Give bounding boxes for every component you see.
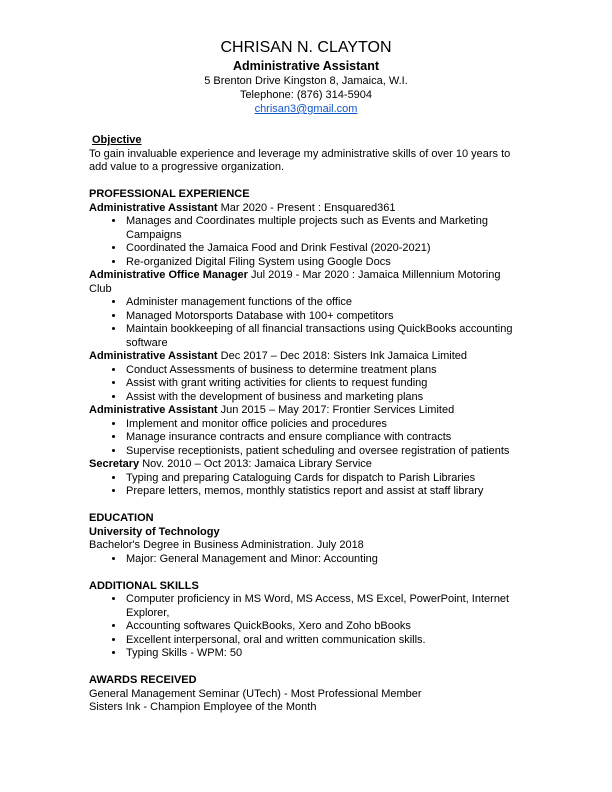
job-entry [89, 202, 519, 270]
resume-body [89, 134, 519, 715]
list-item: • Assist with grant writing activities for clients to request funding [125, 377, 519, 391]
list-item: • Supervise receptionists, patient scheduling and oversee registration of patients [125, 445, 519, 459]
list-item: • Coordinated the Jamaica Food and Drink Festival (2020-2021) [125, 242, 519, 256]
job-entry [89, 404, 519, 458]
list-item: • Major: General Management and Minor: Accounting [125, 553, 519, 567]
job-entry [89, 269, 519, 350]
school-name: University of Technology [89, 525, 220, 538]
skills-bullets [89, 593, 519, 661]
degree: Bachelor's Degree in Business Administration. July 2018 [89, 539, 364, 551]
education-heading: EDUCATION [89, 512, 154, 524]
job-line [89, 350, 519, 364]
list-item: • Maintain bookkeeping of all financial transactions using QuickBooks accounting software [125, 323, 519, 350]
job-line [89, 202, 519, 216]
objective-text: To gain invaluable experience and leverage my administrative skills of over 10 years to add value to a progressive organization. [89, 147, 511, 173]
list-item: • Manages and Coordinates multiple projects such as Events and Marketing Campaigns [125, 215, 519, 242]
job-line [89, 269, 519, 296]
job-list [89, 202, 519, 499]
job-bullets [89, 364, 519, 405]
education-bullets [89, 553, 519, 567]
candidate-title: Administrative Assistant [232, 59, 380, 73]
award-item: General Management Seminar (UTech) - Most Professional Member [89, 687, 422, 700]
job-details: Nov. 2010 – Oct 2013: Jamaica Library Service [139, 458, 372, 470]
list-item: • Re-organized Digital Filing System using Google Docs [125, 256, 519, 270]
list-item: • Typing and preparing Cataloguing Cards for dispatch to Parish Libraries [125, 472, 519, 486]
job-line [89, 404, 519, 418]
awards-heading: AWARDS RECEIVED [89, 674, 197, 686]
job-role: Administrative Office Manager [89, 269, 248, 281]
address: 5 Brenton Drive Kingston 8, Jamaica, W.I. [204, 75, 408, 87]
job-entry [89, 350, 519, 404]
list-item: • Conduct Assessments of business to determine treatment plans [125, 364, 519, 378]
job-role: Secretary [89, 458, 140, 470]
list-item: • Assist with the development of business and marketing plans [125, 391, 519, 405]
list-item: • Excellent interpersonal, oral and written communication skills. [125, 634, 519, 648]
job-role: Administrative Assistant [89, 404, 218, 416]
job-details: Jun 2015 – May 2017: Frontier Services Limited [217, 404, 455, 416]
award-item: Sisters Ink - Champion Employee of the Month [89, 701, 317, 713]
job-role: Administrative Assistant [89, 201, 218, 214]
job-bullets [89, 418, 519, 459]
telephone: Telephone: (876) 314-5904 [239, 89, 373, 101]
list-item: • Manage insurance contracts and ensure compliance with contracts [125, 431, 519, 445]
job-bullets [89, 296, 519, 350]
list-item: • Typing Skills - WPM: 50 [125, 647, 519, 661]
resume-header [0, 38, 612, 116]
job-bullets [89, 215, 519, 269]
email-link[interactable]: chrisan3@gmail.com [254, 103, 358, 115]
job-line [89, 458, 519, 472]
candidate-name: CHRISAN N. CLAYTON [220, 39, 392, 56]
objective-heading: Objective [92, 134, 142, 146]
job-details: Jul 2019 - Mar 2020 : Jamaica Millennium Motoring Club [89, 269, 501, 295]
job-details: Dec 2017 – Dec 2018: Sisters Ink Jamaica Limited [217, 350, 468, 362]
job-bullets [89, 472, 519, 499]
experience-heading: PROFESSIONAL EXPERIENCE [89, 188, 250, 200]
job-role: Administrative Assistant [89, 350, 218, 362]
job-details: Mar 2020 - Present : Ensquared361 [217, 201, 396, 214]
job-entry [89, 458, 519, 499]
skills-heading: ADDITIONAL SKILLS [89, 579, 199, 592]
list-item: • Administer management functions of the office [125, 296, 519, 310]
list-item: • Implement and monitor office policies and procedures [125, 418, 519, 432]
list-item: • Computer proficiency in MS Word, MS Access, MS Excel, PowerPoint, Internet Explorer, [125, 593, 519, 620]
list-item: • Accounting softwares QuickBooks, Xero and Zoho bBooks [125, 620, 519, 634]
list-item: • Managed Motorsports Database with 100+ competitors [125, 310, 519, 324]
list-item: • Prepare letters, memos, monthly statistics report and assist at staff library [125, 485, 519, 499]
